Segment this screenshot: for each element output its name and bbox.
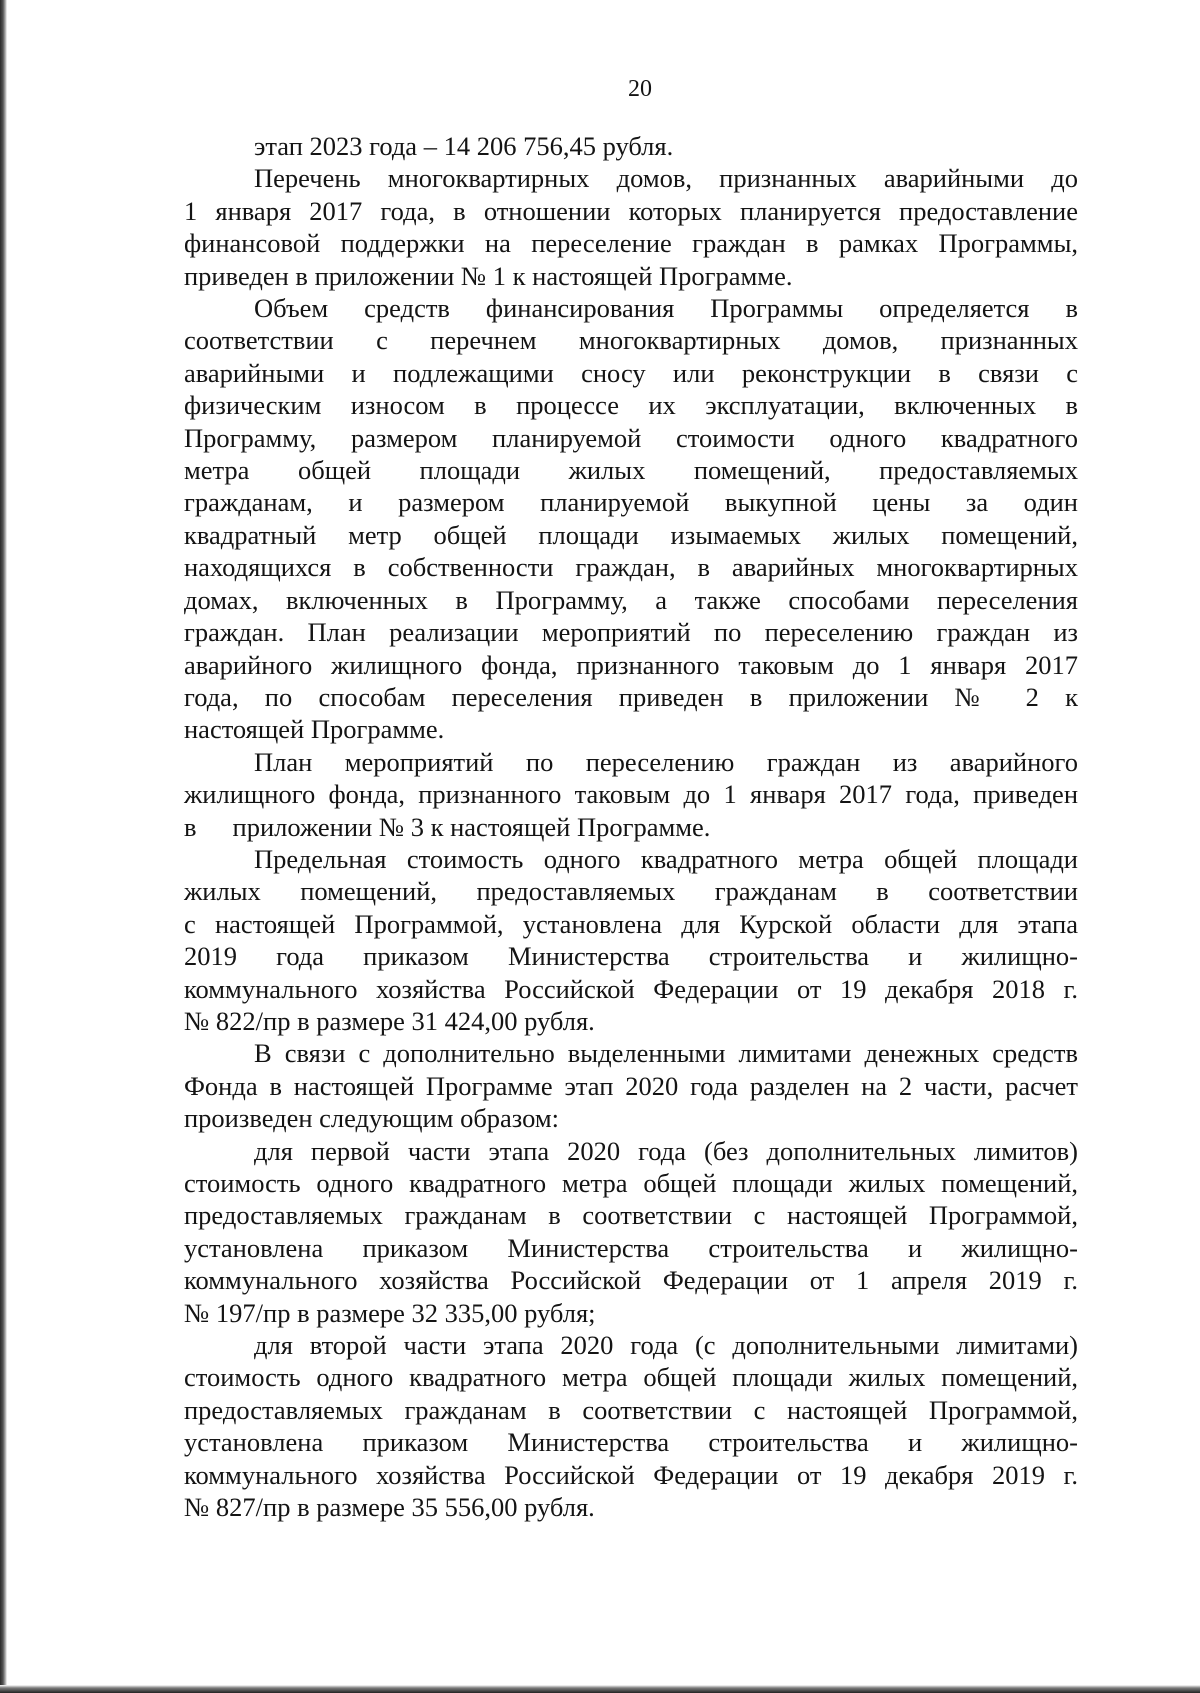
text-line: 2019 года приказом Министерства строительства и жилищно- xyxy=(184,941,1078,972)
paragraph-p3 xyxy=(184,292,1078,746)
text-line: финансовой поддержки на переселение граждан в рамках Программы, xyxy=(184,228,1078,259)
text-line: домах, включенных в Программу, а также способами переселения xyxy=(184,584,1078,615)
text-line: коммунального хозяйства Российской Федерации от 19 декабря 2019 г. xyxy=(184,1459,1078,1490)
text-line: этап 2023 года – 14 206 756,45 рубля. xyxy=(254,131,674,161)
text-line: предоставляемых гражданам в соответствии с настоящей Программой, xyxy=(184,1394,1078,1425)
text-line: жилищного фонда, признанного таковым до 1 января 2017 года, приведен xyxy=(184,779,1078,810)
paragraph-p5 xyxy=(184,843,1078,1037)
text-line: стоимость одного квадратного метра общей площади жилых помещений, xyxy=(184,1362,1078,1393)
text-line xyxy=(184,811,1078,843)
scan-edge-bottom xyxy=(0,1685,1200,1693)
paragraph-p1 xyxy=(184,130,1078,162)
text-line: Программу, размером планируемой стоимости одного квадратного xyxy=(184,422,1078,453)
text-line: № 827/пр в размере 35 556,00 рубля. xyxy=(184,1492,595,1523)
text-line: План мероприятий по переселению граждан из аварийного xyxy=(254,746,1078,777)
text-line: находящихся в собственности граждан, в аварийных многоквартирных xyxy=(184,552,1078,583)
text-line: аварийными и подлежащими сносу или реконструкции в связи с xyxy=(184,357,1078,388)
text-line: предоставляемых гражданам в соответствии с настоящей Программой, xyxy=(184,1200,1078,1231)
text-line: гражданам, и размером планируемой выкупной цены за один xyxy=(184,487,1078,518)
text-line: № 822/пр в размере 31 424,00 рубля. xyxy=(184,1005,595,1036)
paragraph-p4 xyxy=(184,746,1078,843)
text-line: коммунального хозяйства Российской Федерации от 1 апреля 2019 г. xyxy=(184,1265,1078,1296)
scan-edge-left xyxy=(0,0,7,1693)
text-line: Перечень многоквартирных домов, признанных аварийными до xyxy=(254,163,1078,194)
text-line: приведен в приложении № 1 к настоящей Программе. xyxy=(184,260,793,291)
text-line: коммунального хозяйства Российской Федерации от 19 декабря 2018 г. xyxy=(184,973,1078,1004)
text-line: настоящей Программе. xyxy=(184,714,445,745)
text-line: квадратный метр общей площади изымаемых жилых помещений, xyxy=(184,519,1078,550)
text-line: Фонда в настоящей Программе этап 2020 года разделен на 2 части, расчет xyxy=(184,1070,1078,1101)
text-line: Объем средств финансирования Программы определяется в xyxy=(254,293,1078,324)
text-line: соответствии с перечнем многоквартирных домов, признанных xyxy=(184,325,1078,356)
paragraph-p8 xyxy=(184,1329,1078,1523)
paragraph-p7 xyxy=(184,1135,1078,1329)
text-line: метра общей площади жилых помещений, предоставляемых xyxy=(184,455,1078,486)
text-line: Предельная стоимость одного квадратного метра общей площади xyxy=(254,843,1078,874)
text-fragment: в xyxy=(184,811,197,842)
page-number: 20 xyxy=(628,76,652,102)
text-line: установлена приказом Министерства строительства и жилищно- xyxy=(184,1427,1078,1458)
text-line: физическим износом в процессе их эксплуатации, включенных в xyxy=(184,390,1078,421)
text-line: 1 января 2017 года, в отношении которых планируется предоставление xyxy=(184,195,1078,226)
text-line: стоимость одного квадратного метра общей площади жилых помещений, xyxy=(184,1168,1078,1198)
text-line: с настоящей Программой, установлена для Курской области для этапа xyxy=(184,908,1078,939)
text-line: для первой части этапа 2020 года (без дополнительных лимитов) xyxy=(254,1135,1078,1166)
text-line: установлена приказом Министерства строительства и жилищно- xyxy=(184,1232,1078,1263)
text-line: жилых помещений, предоставляемых гражданам в соответствии xyxy=(184,876,1078,907)
text-fragment: приложении № 3 к настоящей Программе. xyxy=(232,811,711,842)
text-line: граждан. План реализации мероприятий по переселению граждан из xyxy=(184,617,1078,648)
text-line: года, по способам переселения приведен в приложении № 2 к xyxy=(184,681,1078,712)
text-line: для второй части этапа 2020 года (с дополнительными лимитами) xyxy=(254,1330,1078,1361)
text-line: В связи с дополнительно выделенными лимитами денежных средств xyxy=(254,1038,1078,1069)
text-line: № 197/пр в размере 32 335,00 рубля; xyxy=(184,1297,596,1328)
text-line: произведен следующим образом: xyxy=(184,1103,559,1134)
paragraph-p2 xyxy=(184,162,1078,292)
paragraph-p6 xyxy=(184,1037,1078,1134)
document-body xyxy=(184,130,1078,1523)
text-line: аварийного жилищного фонда, признанного таковым до 1 января 2017 xyxy=(184,649,1078,680)
